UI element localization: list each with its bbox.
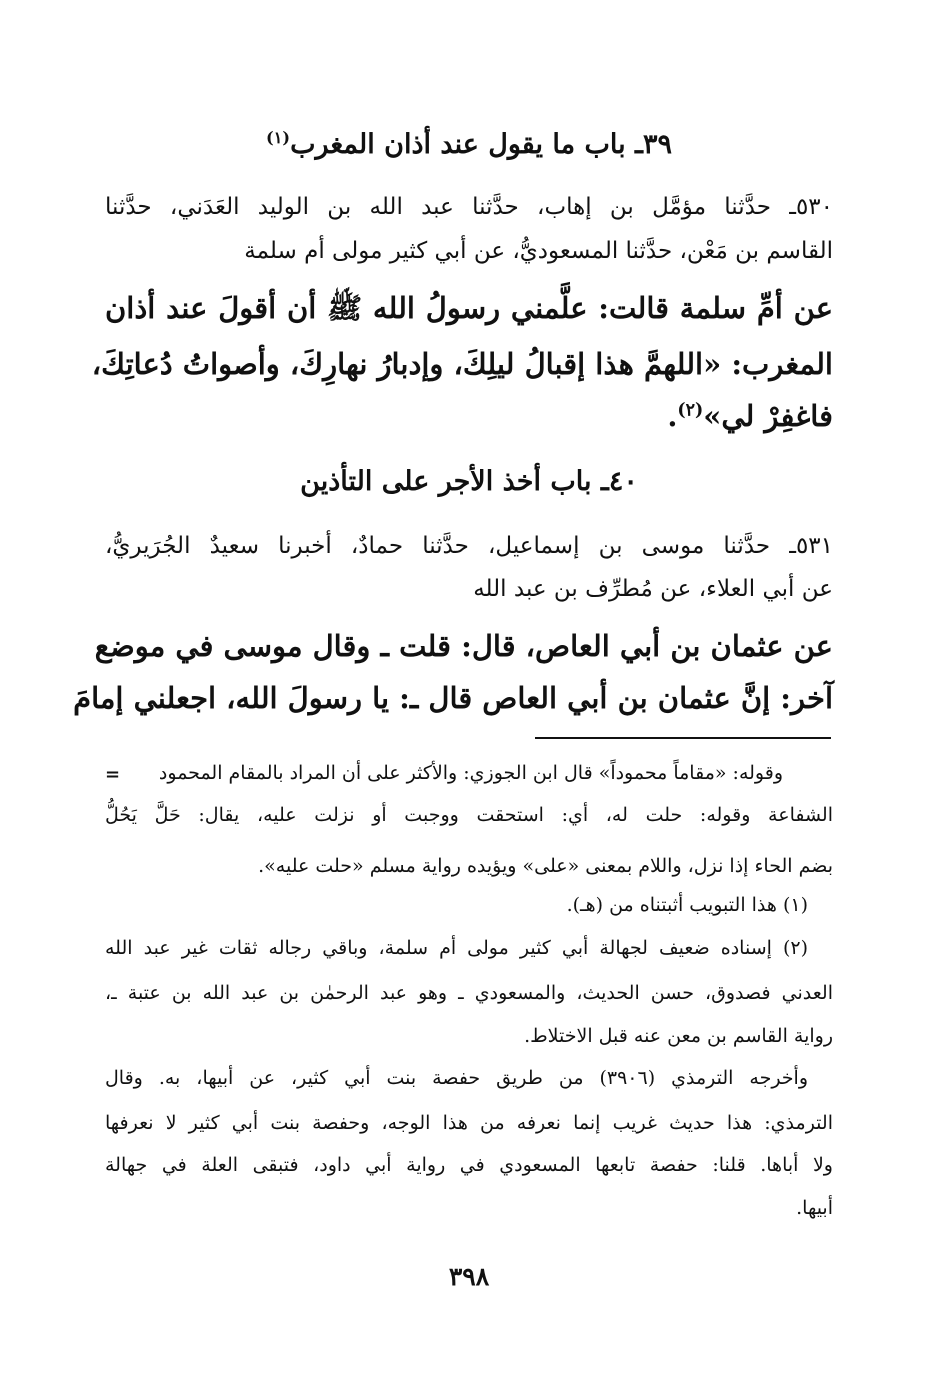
hadith-530-chain-line2: القاسم بن مَعْن، حدَّثنا المسعوديُّ، عن أبي كثير مولى أم سلمة [244, 238, 833, 264]
footnote-2-line2: العدني فصدوق، حسن الحديث، والمسعودي ـ وهو عبد الرحمٰن بن عبد الله بن عتبة ـ، [105, 982, 833, 1004]
footnote-separator [535, 737, 831, 739]
footnote-2-line6: ولا أباها. قلنا: حفصة تابعها المسعودي في رواية أبي داود، فتبقى العلة في جهالة [105, 1154, 833, 1176]
hadith-530-chain-line1: ٥٣٠ـ حدَّثنا مؤمَّل بن إهاب، حدَّثنا عبد الله بن الوليد العَدَني، حدَّثنا [105, 194, 833, 220]
footnote-2-line4: وأخرجه الترمذي (٣٩٠٦) من طريق حفصة بنت أبي كثير، عن أبيها، به. وقال [105, 1067, 808, 1089]
footnote-2-line7: أبيها. [796, 1197, 833, 1219]
matn-line3-end: . [667, 399, 678, 433]
footnote-2-line5: الترمذي: هذا حديث غريب إنما نعرفه من هذا الوجه، وحفصة بنت أبي كثير لا نعرفها [105, 1112, 833, 1134]
footnote-2-line3: رواية القاسم بن معن عنه قبل الاختلاط. [524, 1025, 833, 1047]
hadith-530-matn-line2: المغرب: «اللهمَّ هذا إقبالُ ليلِكَ، وإدبارُ نهارِكَ، وأصواتُ دُعاتِكَ، [91, 347, 833, 381]
chapter-heading-39 [0, 130, 938, 158]
hadith-531-chain-line1: ٥٣١ـ حدَّثنا موسى بن إسماعيل، حدَّثنا حمادٌ، أخبرنا سعيدٌ الجُرَيريُّ، [105, 533, 833, 559]
footnote-continuation-mark: = [105, 764, 121, 785]
footnote-1: (١) هذا التبويب أثبتناه من (هـ). [566, 894, 808, 916]
footnote-2-line1: (٢) إسناده ضعيف لجهالة أبي كثير مولى أم سلمة، وباقي رجاله ثقات غير عبد الله [105, 937, 808, 959]
hadith-530-matn-line1: عن أمِّ سلمة قالت: علَّمني رسولُ الله ﷺ أن أقولَ عند أذان [105, 291, 833, 325]
heading-39-text: ٣٩ـ باب ما يقول عند أذان المغرب [290, 129, 672, 160]
hadith-530-matn-line3 [667, 399, 833, 433]
footnote-continued-line3: بضم الحاء إذا نزل، واللام بمعنى «على» ويؤيده رواية مسلم «حلت عليه». [258, 855, 833, 877]
chapter-heading-40: ٤٠ـ باب أخذ الأجر على التأذين [300, 466, 638, 497]
footnote-continued-line2: الشفاعة وقوله: حلت له، أي: استحقت ووجبت أو نزلت عليه، يقال: حَلَّ يَحُلُّ [105, 804, 833, 826]
heading-39-footnote-ref: (١) [266, 128, 291, 147]
hadith-531-matn-line2: آخر: إنَّ عثمان بن أبي العاص قال ـ: يا رسولَ الله، اجعلني إمامَ [73, 681, 833, 715]
page-number: ٣٩٨ [448, 1262, 490, 1291]
hadith-531-chain-line2: عن أبي العلاء، عن مُطرِّف بن عبد الله [473, 576, 833, 602]
matn-line3-text: فاغفِرْ لي» [703, 399, 833, 433]
hadith-531-matn-line1: عن عثمان بن أبي العاص، قال: قلت ـ وقال موسى في موضع [94, 629, 833, 663]
footnote-continued-line1: وقوله: «مقاماً محموداً» قال ابن الجوزي: والأكثر على أن المراد بالمقام المحمود [158, 762, 783, 784]
hadith-530-footnote-ref: (٢) [677, 400, 704, 421]
